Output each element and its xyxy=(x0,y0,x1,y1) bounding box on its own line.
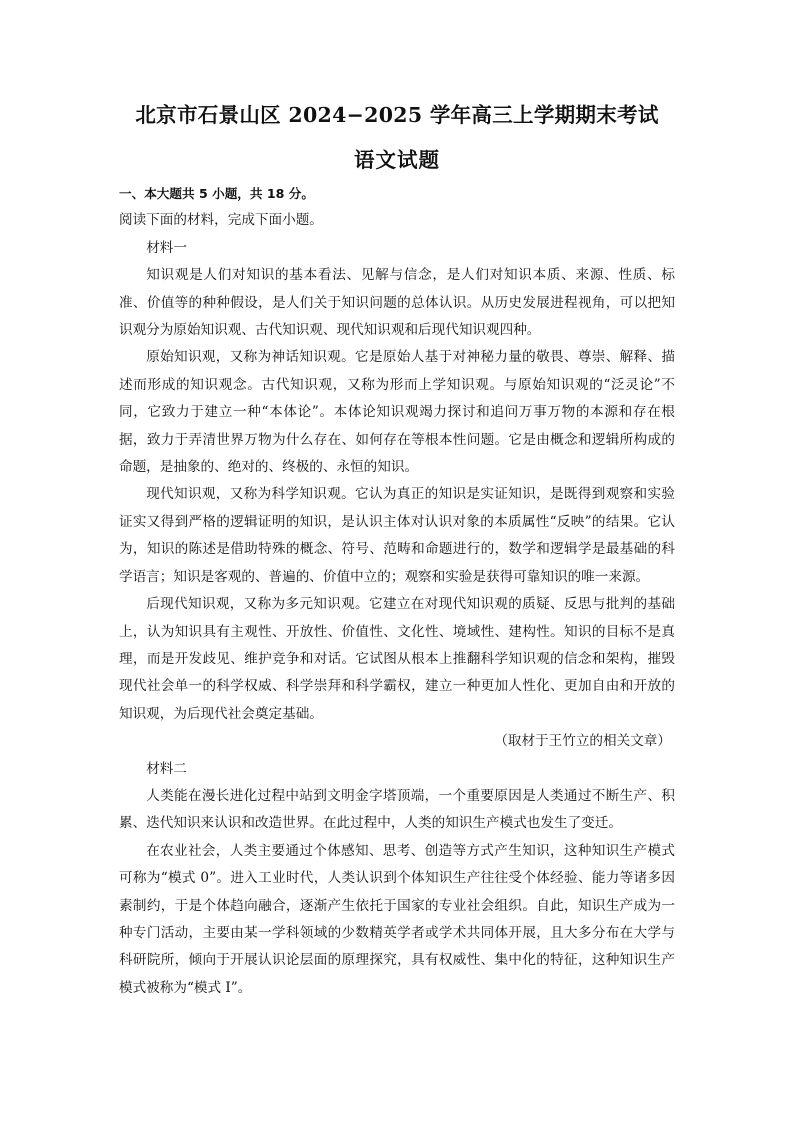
material1-paragraph: 知识观是人们对知识的基本看法、见解与信念，是人们对知识本质、来源、性质、标准、价值等的种种假设，是人们关于知识问题的总体认识。从历史发展进程视角，可以把知识观分为原始知识观、古代知识观、现代知识观和后现代知识观四种。 xyxy=(119,267,675,339)
material1-source: （取材于王竹立的相关文章） xyxy=(494,733,671,750)
material2-paragraph: 人类能在漫长进化过程中站到文明金字塔顶端，一个重要原因是人类通过不断生产、积累、迭代知识来认识和改造世界。在此过程中，人类的知识生产模式也发生了变迁。 xyxy=(119,787,675,832)
material1-label: 材料一 xyxy=(146,239,187,256)
exam-title: 北京市石景山区 2024−2025 学年高三上学期期末考试 xyxy=(135,103,659,127)
material1-paragraph: 现代知识观，又称为科学知识观。它认为真正的知识是实证知识，是既得到观察和实验证实又得到严格的逻辑证明的知识，是认识主体对认识对象的本质属性“反映”的结果。它认为，知识的陈述是借助特殊的概念、符号、范畴和命题进行的，数学和逻辑学是最基础的科学语言；知识是客观的、普遍的、价值中立的；观察和实验是获得可靠知识的唯一来源。 xyxy=(119,486,675,585)
exam-subtitle: 语文试题 xyxy=(354,148,440,172)
exam-content xyxy=(119,180,675,1002)
instruction-text: 阅读下面的材料，完成下面小题。 xyxy=(119,212,323,229)
section-heading: 一、本大题共 5 小题，共 18 分。 xyxy=(119,186,314,201)
material2-paragraph: 在农业社会，人类主要通过个体感知、思考、创造等方式产生知识，这种知识生产模式可称为“模式 0”。进入工业时代，人类认识到个体知识生产往往受个体经验、能力等诸多因素制约，于是个体趋向融合，逐渐产生依托于国家的专业社会组织。自此，知识生产成为一种专门活动，主要由某一学科领域的少数精英学者或学术共同体开展，且大多分布在大学与科研院所，倾向于开展认识论层面的原理探究，具有权威性、集中化的特征，这种知识生产模式被称为“模式 I”。 xyxy=(119,842,675,996)
material1-paragraph: 原始知识观，又称为神话知识观。它是原始人基于对神秘力量的敬畏、尊崇、解释、描述而形成的知识观念。古代知识观，又称为形而上学知识观。与原始知识观的“泛灵论”不同，它致力于建立一种“本体论”。本体论知识观竭力探讨和追问万事万物的本源和存在根据，致力于弄清世界万物为什么存在、如何存在等根本性问题。它是由概念和逻辑所构成的命题，是抽象的、绝对的、终极的、永恒的知识。 xyxy=(119,349,675,476)
material2-label: 材料二 xyxy=(146,760,187,777)
material1-paragraph: 后现代知识观，又称为多元知识观。它建立在对现代知识观的质疑、反思与批判的基础上，认为知识具有主观性、开放性、价值性、文化性、境域性、建构性。知识的目标不是真理，而是开发歧见、维护竞争和对话。它试图从根本上推翻科学知识观的信念和架构，摧毁现代社会单一的科学权威、科学崇拜和科学霸权，建立一种更加人性化、更加自由和开放的知识观，为后现代社会奠定基础。 xyxy=(119,596,675,722)
